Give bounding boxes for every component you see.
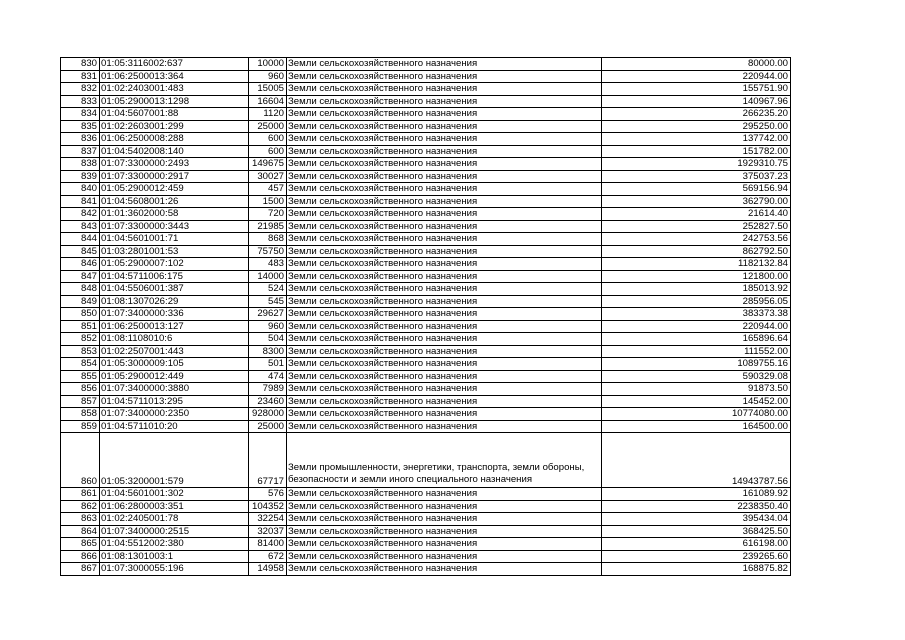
- land-category: Земли сельскохозяйственного назначения: [287, 120, 602, 133]
- cadastral-number: 01:04:5402008:140: [100, 145, 249, 158]
- cadastral-number: 01:05:2900012:459: [100, 183, 249, 196]
- cadastral-number: 01:05:3200001:579: [100, 433, 249, 488]
- cadastral-number: 01:04:5601001:71: [100, 233, 249, 246]
- area-value: 14000: [249, 270, 287, 283]
- row-number: 855: [61, 370, 100, 383]
- cadastral-value: 80000.00: [602, 58, 791, 71]
- cadastral-number: 01:04:5512002:380: [100, 538, 249, 551]
- land-category: Земли сельскохозяйственного назначения: [287, 500, 602, 513]
- table-row: [61, 550, 791, 563]
- land-category: Земли сельскохозяйственного назначения: [287, 233, 602, 246]
- table-row: [61, 320, 791, 333]
- cadastral-number: 01:04:5607001:88: [100, 108, 249, 121]
- row-number: 847: [61, 270, 100, 283]
- cadastral-value: 14943787.56: [602, 433, 791, 488]
- area-value: 928000: [249, 408, 287, 421]
- cadastral-value: 368425.50: [602, 525, 791, 538]
- row-number: 866: [61, 550, 100, 563]
- cadastral-value: 362790.00: [602, 195, 791, 208]
- cadastral-value: 185013.92: [602, 283, 791, 296]
- row-number: 862: [61, 500, 100, 513]
- area-value: 8300: [249, 345, 287, 358]
- land-category: Земли сельскохозяйственного назначения: [287, 513, 602, 526]
- cadastral-number: 01:07:3000055:196: [100, 563, 249, 576]
- row-number: 846: [61, 258, 100, 271]
- table-row: [61, 258, 791, 271]
- row-number: 831: [61, 70, 100, 83]
- cadastral-number: 01:02:2405001:78: [100, 513, 249, 526]
- cadastral-number: 01:07:3400000:336: [100, 308, 249, 321]
- land-plots-table: [60, 57, 791, 576]
- cadastral-number: 01:05:2900012:449: [100, 370, 249, 383]
- area-value: 524: [249, 283, 287, 296]
- row-number: 830: [61, 58, 100, 71]
- row-number: 851: [61, 320, 100, 333]
- area-value: 32037: [249, 525, 287, 538]
- area-value: 15005: [249, 83, 287, 96]
- cadastral-number: 01:04:5711006:175: [100, 270, 249, 283]
- cadastral-value: 155751.90: [602, 83, 791, 96]
- land-category: Земли сельскохозяйственного назначения: [287, 108, 602, 121]
- area-value: 104352: [249, 500, 287, 513]
- area-value: 483: [249, 258, 287, 271]
- land-category: Земли сельскохозяйственного назначения: [287, 408, 602, 421]
- cadastral-value: 295250.00: [602, 120, 791, 133]
- table-body: [61, 58, 791, 576]
- cadastral-value: 111552.00: [602, 345, 791, 358]
- row-number: 839: [61, 170, 100, 183]
- area-value: 672: [249, 550, 287, 563]
- table-row: [61, 488, 791, 501]
- area-value: 600: [249, 145, 287, 158]
- cadastral-value: 242753.56: [602, 233, 791, 246]
- table-row: [61, 420, 791, 433]
- cadastral-number: 01:07:3400000:2515: [100, 525, 249, 538]
- row-number: 850: [61, 308, 100, 321]
- cadastral-number: 01:01:3602000:58: [100, 208, 249, 221]
- table-row: [61, 358, 791, 371]
- table-row: [61, 563, 791, 576]
- cadastral-value: 220944.00: [602, 70, 791, 83]
- cadastral-value: 21614.40: [602, 208, 791, 221]
- land-category: Земли сельскохозяйственного назначения: [287, 488, 602, 501]
- land-category: Земли сельскохозяйственного назначения: [287, 183, 602, 196]
- table-row: [61, 333, 791, 346]
- row-number: 849: [61, 295, 100, 308]
- area-value: 600: [249, 133, 287, 146]
- row-number: 853: [61, 345, 100, 358]
- area-value: 30027: [249, 170, 287, 183]
- area-value: 868: [249, 233, 287, 246]
- table-row: [61, 208, 791, 221]
- cadastral-number: 01:02:2603001:299: [100, 120, 249, 133]
- cadastral-number: 01:03:2801001:53: [100, 245, 249, 258]
- land-category: Земли сельскохозяйственного назначения: [287, 563, 602, 576]
- cadastral-value: 140967.96: [602, 95, 791, 108]
- row-number: 856: [61, 383, 100, 396]
- area-value: 504: [249, 333, 287, 346]
- row-number: 837: [61, 145, 100, 158]
- area-value: 474: [249, 370, 287, 383]
- land-category: Земли сельскохозяйственного назначения: [287, 283, 602, 296]
- table-row: [61, 370, 791, 383]
- row-number: 834: [61, 108, 100, 121]
- land-category: Земли сельскохозяйственного назначения: [287, 295, 602, 308]
- row-number: 864: [61, 525, 100, 538]
- area-value: 149675: [249, 158, 287, 171]
- cadastral-value: 121800.00: [602, 270, 791, 283]
- area-value: 7989: [249, 383, 287, 396]
- table-row: [61, 95, 791, 108]
- table-row: [61, 233, 791, 246]
- row-number: 859: [61, 420, 100, 433]
- table-row: [61, 220, 791, 233]
- row-number: 832: [61, 83, 100, 96]
- cadastral-value: 239265.60: [602, 550, 791, 563]
- table-row: [61, 183, 791, 196]
- table-row: [61, 270, 791, 283]
- cadastral-number: 01:02:2403001:483: [100, 83, 249, 96]
- land-category: Земли сельскохозяйственного назначения: [287, 145, 602, 158]
- cadastral-value: 91873.50: [602, 383, 791, 396]
- cadastral-number: 01:08:1108010:6: [100, 333, 249, 346]
- land-category: Земли сельскохозяйственного назначения: [287, 538, 602, 551]
- land-category: Земли сельскохозяйственного назначения: [287, 170, 602, 183]
- land-category: Земли сельскохозяйственного назначения: [287, 158, 602, 171]
- cadastral-number: 01:08:1307026:29: [100, 295, 249, 308]
- table-row: [61, 500, 791, 513]
- table-row: [61, 513, 791, 526]
- row-number: 852: [61, 333, 100, 346]
- cadastral-value: 220944.00: [602, 320, 791, 333]
- row-number: 845: [61, 245, 100, 258]
- land-category: Земли сельскохозяйственного назначения: [287, 133, 602, 146]
- row-number: 857: [61, 395, 100, 408]
- cadastral-number: 01:07:3400000:3880: [100, 383, 249, 396]
- table-row: [61, 408, 791, 421]
- table-row: [61, 195, 791, 208]
- cadastral-value: 1089755.16: [602, 358, 791, 371]
- area-value: 457: [249, 183, 287, 196]
- cadastral-value: 1182132.84: [602, 258, 791, 271]
- land-category: Земли сельскохозяйственного назначения: [287, 258, 602, 271]
- cadastral-number: 01:05:3116002:637: [100, 58, 249, 71]
- area-value: 21985: [249, 220, 287, 233]
- table-row: [61, 345, 791, 358]
- area-value: 75750: [249, 245, 287, 258]
- row-number: 848: [61, 283, 100, 296]
- row-number: 865: [61, 538, 100, 551]
- cadastral-number: 01:07:3300000:2493: [100, 158, 249, 171]
- table-row: [61, 245, 791, 258]
- cadastral-number: 01:05:3000009:105: [100, 358, 249, 371]
- land-category: Земли сельскохозяйственного назначения: [287, 83, 602, 96]
- land-category: Земли сельскохозяйственного назначения: [287, 220, 602, 233]
- cadastral-value: 137742.00: [602, 133, 791, 146]
- area-value: 25000: [249, 420, 287, 433]
- row-number: 861: [61, 488, 100, 501]
- row-number: 843: [61, 220, 100, 233]
- land-category: Земли сельскохозяйственного назначения: [287, 195, 602, 208]
- area-value: 1500: [249, 195, 287, 208]
- cadastral-value: 383373.38: [602, 308, 791, 321]
- cadastral-number: 01:06:2800003:351: [100, 500, 249, 513]
- area-value: 960: [249, 320, 287, 333]
- area-value: 81400: [249, 538, 287, 551]
- land-category: Земли сельскохозяйственного назначения: [287, 270, 602, 283]
- cadastral-value: 375037.23: [602, 170, 791, 183]
- cadastral-value: 151782.00: [602, 145, 791, 158]
- area-value: 1120: [249, 108, 287, 121]
- land-category: Земли сельскохозяйственного назначения: [287, 395, 602, 408]
- row-number: 838: [61, 158, 100, 171]
- land-category: Земли сельскохозяйственного назначения: [287, 345, 602, 358]
- area-value: 720: [249, 208, 287, 221]
- table-row: [61, 70, 791, 83]
- cadastral-number: 01:02:2507001:443: [100, 345, 249, 358]
- cadastral-value: 569156.94: [602, 183, 791, 196]
- cadastral-number: 01:04:5711013:295: [100, 395, 249, 408]
- row-number: 844: [61, 233, 100, 246]
- cadastral-number: 01:07:3300000:3443: [100, 220, 249, 233]
- row-number: 840: [61, 183, 100, 196]
- table-row: [61, 83, 791, 96]
- land-category: Земли сельскохозяйственного назначения: [287, 383, 602, 396]
- cadastral-value: 165896.64: [602, 333, 791, 346]
- area-value: 25000: [249, 120, 287, 133]
- cadastral-value: 1929310.75: [602, 158, 791, 171]
- cadastral-value: 145452.00: [602, 395, 791, 408]
- cadastral-value: 161089.92: [602, 488, 791, 501]
- cadastral-value: 164500.00: [602, 420, 791, 433]
- cadastral-value: 590329.08: [602, 370, 791, 383]
- cadastral-number: 01:06:2500013:127: [100, 320, 249, 333]
- table-row: [61, 383, 791, 396]
- area-value: 29627: [249, 308, 287, 321]
- land-category: Земли сельскохозяйственного назначения: [287, 308, 602, 321]
- land-category: Земли сельскохозяйственного назначения: [287, 370, 602, 383]
- table-row: [61, 295, 791, 308]
- land-category: Земли сельскохозяйственного назначения: [287, 208, 602, 221]
- area-value: 545: [249, 295, 287, 308]
- row-number: 833: [61, 95, 100, 108]
- cadastral-number: 01:04:5608001:26: [100, 195, 249, 208]
- cadastral-value: 395434.04: [602, 513, 791, 526]
- area-value: 576: [249, 488, 287, 501]
- area-value: 10000: [249, 58, 287, 71]
- land-category: Земли сельскохозяйственного назначения: [287, 358, 602, 371]
- land-category: Земли промышленности, энергетики, транспорта, земли обороны, безопасности и земли иного специального назначения: [287, 433, 602, 488]
- table-row: [61, 158, 791, 171]
- land-category: Земли сельскохозяйственного назначения: [287, 333, 602, 346]
- cadastral-number: 01:04:5711010:20: [100, 420, 249, 433]
- row-number: 860: [61, 433, 100, 488]
- area-value: 960: [249, 70, 287, 83]
- land-category: Земли сельскохозяйственного назначения: [287, 550, 602, 563]
- row-number: 854: [61, 358, 100, 371]
- cadastral-number: 01:04:5601001:302: [100, 488, 249, 501]
- land-category: Земли сельскохозяйственного назначения: [287, 70, 602, 83]
- land-category: Земли сельскохозяйственного назначения: [287, 95, 602, 108]
- cadastral-value: 862792.50: [602, 245, 791, 258]
- row-number: 836: [61, 133, 100, 146]
- row-number: 841: [61, 195, 100, 208]
- area-value: 16604: [249, 95, 287, 108]
- row-number: 835: [61, 120, 100, 133]
- cadastral-number: 01:05:2900013:1298: [100, 95, 249, 108]
- table-row: [61, 283, 791, 296]
- cadastral-number: 01:05:2900007:102: [100, 258, 249, 271]
- cadastral-number: 01:04:5506001:387: [100, 283, 249, 296]
- cadastral-value: 252827.50: [602, 220, 791, 233]
- table-row: [61, 538, 791, 551]
- cadastral-number: 01:07:3400000:2350: [100, 408, 249, 421]
- cadastral-value: 168875.82: [602, 563, 791, 576]
- land-category: Земли сельскохозяйственного назначения: [287, 420, 602, 433]
- land-category: Земли сельскохозяйственного назначения: [287, 525, 602, 538]
- table-row: [61, 170, 791, 183]
- table-row: [61, 133, 791, 146]
- row-number: 842: [61, 208, 100, 221]
- table-row: [61, 145, 791, 158]
- table-row: [61, 433, 791, 488]
- area-value: 67717: [249, 433, 287, 488]
- land-category: Земли сельскохозяйственного назначения: [287, 320, 602, 333]
- table-row: [61, 525, 791, 538]
- row-number: 867: [61, 563, 100, 576]
- table-row: [61, 120, 791, 133]
- area-value: 23460: [249, 395, 287, 408]
- row-number: 858: [61, 408, 100, 421]
- row-number: 863: [61, 513, 100, 526]
- land-category: Земли сельскохозяйственного назначения: [287, 58, 602, 71]
- cadastral-number: 01:07:3300000:2917: [100, 170, 249, 183]
- cadastral-value: 2238350.40: [602, 500, 791, 513]
- table-row: [61, 108, 791, 121]
- cadastral-number: 01:08:1301003:1: [100, 550, 249, 563]
- cadastral-number: 01:06:2500008:288: [100, 133, 249, 146]
- area-value: 32254: [249, 513, 287, 526]
- area-value: 14958: [249, 563, 287, 576]
- cadastral-value: 285956.05: [602, 295, 791, 308]
- cadastral-number: 01:06:2500013:364: [100, 70, 249, 83]
- table-row: [61, 58, 791, 71]
- land-category: Земли сельскохозяйственного назначения: [287, 245, 602, 258]
- table-row: [61, 308, 791, 321]
- cadastral-value: 266235.20: [602, 108, 791, 121]
- cadastral-value: 10774080.00: [602, 408, 791, 421]
- table-row: [61, 395, 791, 408]
- area-value: 501: [249, 358, 287, 371]
- cadastral-value: 616198.00: [602, 538, 791, 551]
